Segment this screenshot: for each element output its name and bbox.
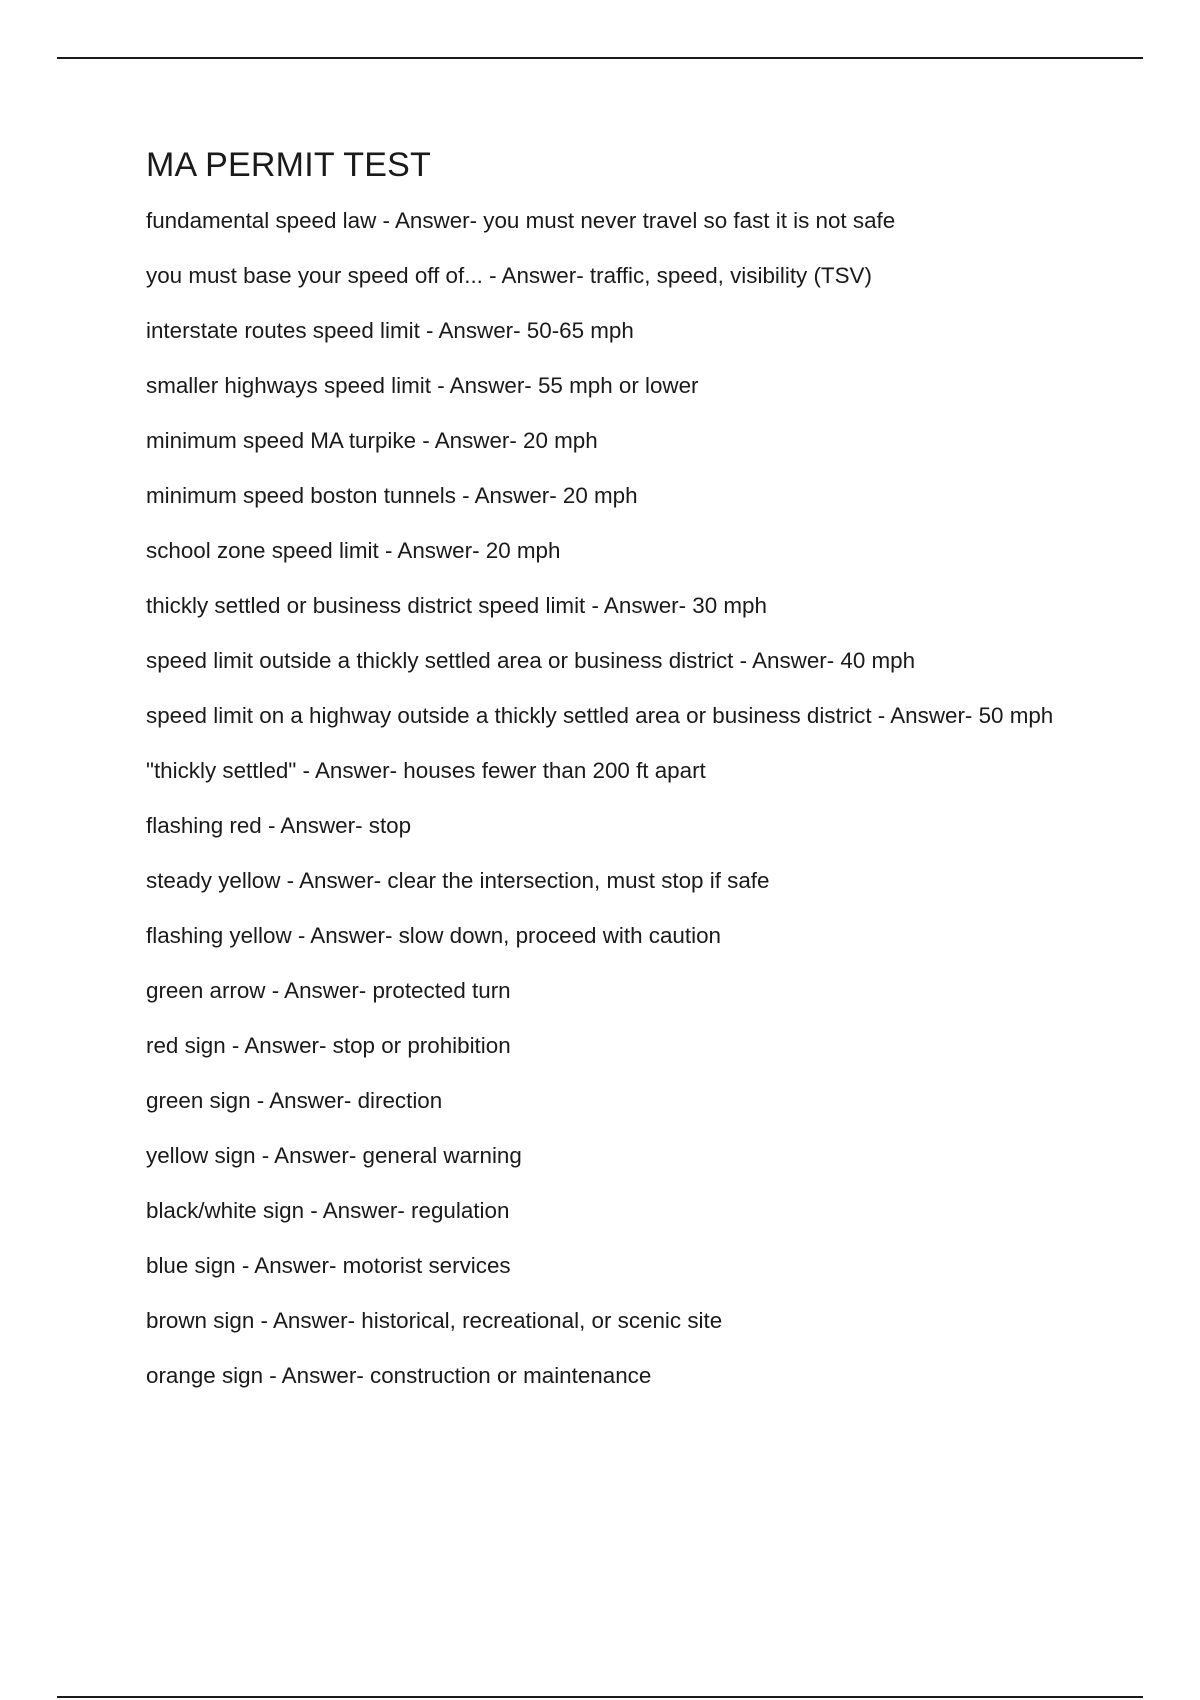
qa-item: brown sign - Answer- historical, recreational, or scenic site (146, 1308, 723, 1333)
qa-item: steady yellow - Answer- clear the intersection, must stop if safe (146, 868, 770, 893)
qa-item: flashing yellow - Answer- slow down, proceed with caution (146, 923, 721, 948)
qa-item: minimum speed boston tunnels - Answer- 20 mph (146, 483, 638, 508)
footer-rule (57, 1696, 1143, 1698)
header-rule (57, 57, 1143, 59)
qa-item: green sign - Answer- direction (146, 1088, 443, 1113)
qa-item: red sign - Answer- stop or prohibition (146, 1033, 511, 1058)
page-title: MA PERMIT TEST (146, 146, 431, 184)
qa-list (146, 207, 1086, 1390)
qa-item: yellow sign - Answer- general warning (146, 1143, 522, 1168)
qa-item: thickly settled or business district speed limit - Answer- 30 mph (146, 593, 767, 618)
qa-item: you must base your speed off of... - Answer- traffic, speed, visibility (TSV) (146, 263, 872, 288)
document-body (146, 143, 1086, 1417)
qa-item: blue sign - Answer- motorist services (146, 1253, 511, 1278)
qa-item: interstate routes speed limit - Answer- 50-65 mph (146, 318, 634, 343)
qa-item: green arrow - Answer- protected turn (146, 978, 511, 1003)
qa-item: speed limit outside a thickly settled area or business district - Answer- 40 mph (146, 648, 916, 673)
qa-item: black/white sign - Answer- regulation (146, 1198, 510, 1223)
qa-item: "thickly settled" - Answer- houses fewer than 200 ft apart (146, 758, 706, 783)
qa-item: fundamental speed law - Answer- you must never travel so fast it is not safe (146, 208, 896, 233)
qa-item: flashing red - Answer- stop (146, 813, 412, 838)
qa-item: smaller highways speed limit - Answer- 55 mph or lower (146, 373, 699, 398)
qa-item: speed limit on a highway outside a thickly settled area or business district - Answer- 50 mph (146, 703, 1054, 728)
qa-item: school zone speed limit - Answer- 20 mph (146, 538, 561, 563)
qa-item: minimum speed MA turpike - Answer- 20 mph (146, 428, 598, 453)
qa-item: orange sign - Answer- construction or maintenance (146, 1363, 652, 1388)
